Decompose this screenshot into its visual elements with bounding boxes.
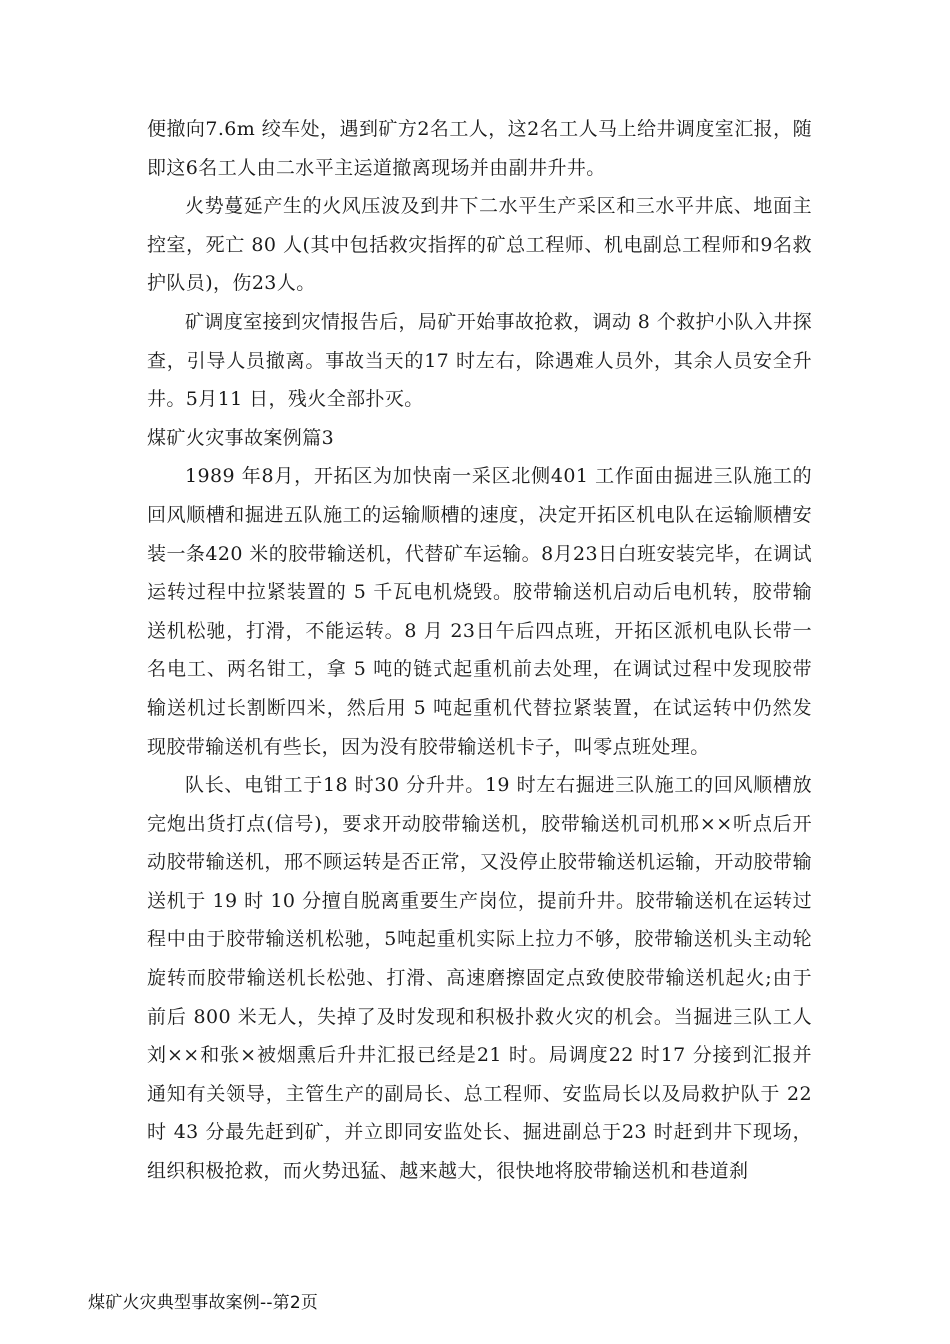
section-heading: 煤矿火灾事故案例篇3 xyxy=(147,426,335,449)
document-body xyxy=(147,110,812,1191)
page-footer: 煤矿火灾典型事故案例--第2页 xyxy=(88,1293,319,1313)
paragraph: 火势蔓延产生的火风压波及到井下二水平生产采区和三水平井底、地面主控室，死亡 80 人(其中包括救灾指挥的矿总工程师、机电副总工程师和9名救护队员)，伤23人。 xyxy=(147,195,812,295)
paragraph: 队长、电钳工于18 时30 分升井。19 时左右掘进三队施工的回风顺槽放完炮出货打点(信号)，要求开动胶带输送机，胶带输送机司机邢××听点后开动胶带输送机，邢不顾运转是否正常，又没停止胶带输送机运输，开动胶带输送机于 19 时 10 分擅自脱离重要生产岗位，提前升井。胶带输送机在运转过程中由于胶带输送机松驰，5吨起重机实际上拉力不够，胶带输送机头主动轮旋转而胶带输送机长松弛、打滑、高速磨擦固定点致使胶带输送机起火;由于前后 800 米无人，失掉了及时发现和积极扑救火灾的机会。当掘进三队工人刘××和张×被烟熏后升井汇报已经是21 时。局调度22 时17 分接到汇报并通知有关领导，主管生产的副局长、总工程师、安监局长以及局救护队于 22 时 43 分最先赶到矿，并立即同安监处长、掘进副总于23 时赶到井下现场，组织积极抢救，而火势迅猛、越来越大，很快地将胶带输送机和巷道刹 xyxy=(147,774,812,1183)
paragraph: 1989 年8月，开拓区为加快南一采区北侧401 工作面由掘进三队施工的回风顺槽和掘进五队施工的运输顺槽的速度，决定开拓区机电队在运输顺槽安装一条420 米的胶带输送机，代替矿车运输。8月23日白班安装完毕，在调试运转过程中拉紧装置的 5 千瓦电机烧毁。胶带输送机启动后电机转，胶带输送机松驰，打滑，不能运转。8 月 23日午后四点班，开拓区派机电队长带一名电工、两名钳工，拿 5 吨的链式起重机前去处理，在调试过程中发现胶带输送机过长割断四米，然后用 5 吨起重机代替拉紧装置，在试运转中仍然发现胶带输送机有些长，因为没有胶带输送机卡子，叫零点班处理。 xyxy=(147,465,812,758)
paragraph: 便撤向7.6m 绞车处，遇到矿方2名工人，这2名工人马上给井调度室汇报，随即这6名工人由二水平主运道撤离现场并由副井升井。 xyxy=(147,118,812,179)
paragraph: 矿调度室接到灾情报告后，局矿开始事故抢救，调动 8 个救护小队入井探查，引导人员撤离。事故当天的17 时左右，除遇难人员外，其余人员安全升井。5月11 日，残火全部扑灭。 xyxy=(147,310,812,411)
